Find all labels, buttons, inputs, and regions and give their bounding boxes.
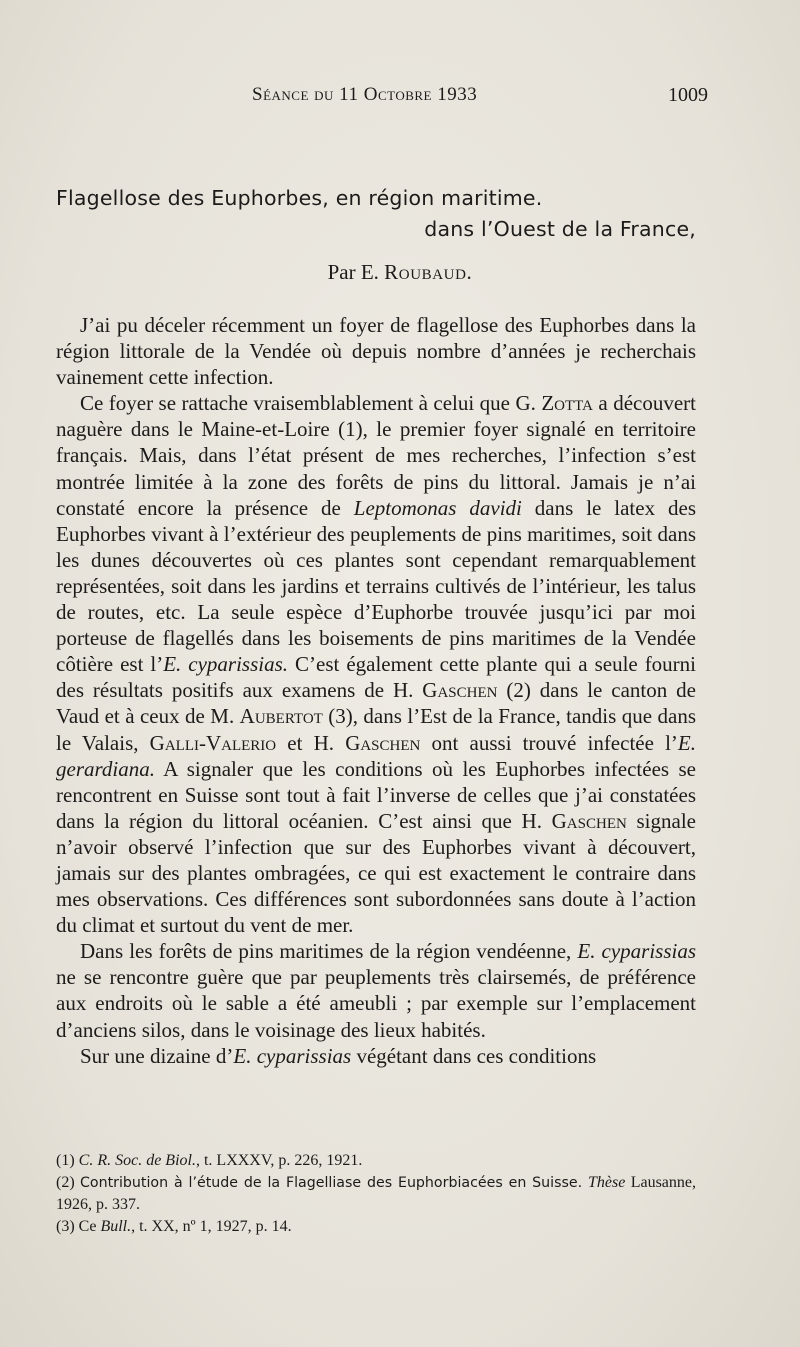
author-ref-gaschen: Gaschen <box>551 808 627 833</box>
author-name: Roubaud. <box>384 260 473 284</box>
page-number: 1009 <box>668 84 708 106</box>
footnote-number: (2) <box>56 1174 81 1191</box>
paragraph-4 <box>56 1043 696 1069</box>
text-run: a découvert naguère dans le Maine-et-Loire (1), le premier foyer signalé en territoire français. Mais, dans l’état présent de mes recherches, l’infection s’est montrée limitée à la zone des forêts de pins du littoral. Jamais je n’ai constaté encore la présence de <box>56 391 696 520</box>
paragraph-3 <box>56 938 696 1042</box>
footnote-reference: Bull. <box>100 1218 132 1235</box>
text-run: Sur une dizaine d’ <box>80 1043 234 1068</box>
species-name: E. cyparissias <box>577 939 697 964</box>
title-line-2: dans l’Ouest de la France, <box>424 217 696 241</box>
running-head: Séance du 11 Octobre 1933 <box>252 84 478 105</box>
paragraph-1: J’ai pu déceler récemment un foyer de flagellose des Euphorbes dans la région littorale de la Vendée où depuis nombre d’années je recherchais vainement cette infection. <box>56 313 696 390</box>
footnote-1 <box>56 1150 696 1172</box>
footnote-text: , t. XX, nº 1, 1927, p. 14. <box>131 1218 292 1235</box>
article-body <box>56 312 696 1069</box>
text-run: Ce foyer se rattache vraisemblablement à celui que G. <box>80 391 542 416</box>
species-name: E. cyparissias <box>233 1043 352 1068</box>
species-name: E. gerardiana. <box>56 730 696 781</box>
footnote-2 <box>56 1172 696 1216</box>
species-name: Leptomonas davidi <box>353 495 522 520</box>
author-ref-gaschen: Gaschen <box>345 730 421 755</box>
byline <box>0 260 800 285</box>
footnote-reference: Thèse <box>588 1174 626 1191</box>
footnote-number: (1) <box>56 1152 79 1169</box>
footnote-text: Lausanne, 1926, p. 337. <box>56 1174 697 1213</box>
author-ref-aubertot: Aubertot <box>239 704 323 729</box>
article-title <box>56 183 696 245</box>
text-run: ne se rencontre guère que par peuplements très clairsemés, de préférence aux endroits où le sable a été ameubli ; par exemple sur l’emplacement d’anciens silos, dans le voisinage des lieux habités. <box>56 965 696 1042</box>
footnote-text: Ce <box>78 1218 101 1235</box>
author-ref-galli-valerio: Galli-Valerio <box>149 730 277 755</box>
author-ref-gaschen: Gaschen <box>422 678 498 703</box>
footnote-3 <box>56 1216 696 1238</box>
title-line-1: Flagellose des Euphorbes, en région maritime. <box>56 186 543 210</box>
footnote-reference: C. R. Soc. de Biol. <box>78 1152 196 1169</box>
byline-prefix: Par E. <box>327 260 385 284</box>
author-ref-zotta: Zotta <box>541 391 593 416</box>
text-run: A signaler que les conditions où les Euphorbes infectées se rencontrent en Suisse sont tout à fait l’inverse de celles que j’ai constatées dans la région du littoral océanien. C’est ainsi que H. <box>56 756 696 833</box>
species-name: E. cyparissias. <box>163 652 289 677</box>
text-run: C’est également cette plante qui a seule fourni des résultats positifs aux examens de H. <box>56 652 697 703</box>
paragraph-2 <box>56 390 696 938</box>
footnote-text: Contribution à l’étude de la Flagelliase des Euphorbiacées en Suisse. <box>80 1175 583 1191</box>
text-run: Dans les forêts de pins maritimes de la région vendéenne, <box>80 939 578 964</box>
footnote-text: , t. LXXXV, p. 226, 1921. <box>195 1152 363 1169</box>
text-run: et H. <box>276 730 346 755</box>
text-run: dans le latex des Euphorbes vivant à l’extérieur des peuplements de pins maritimes, soit dans les dunes découvertes où ces plantes sont cependant remarquablement représentées, soit dans les jardins et terrains cultivés de l’intérieur, les talus de routes, etc. La seule espèce d’Euphorbe trouvée jusqu’ici par moi porteuse de flagellés dans les boisements de pins maritimes de la Vendée côtière est l’ <box>56 495 697 677</box>
footnote-number: (3) <box>56 1218 79 1235</box>
text-run: ont aussi trouvé infectée l’ <box>420 730 678 755</box>
text-run: (3), dans l’Est de la France, tandis que dans le Valais, <box>56 704 696 755</box>
footnotes <box>56 1150 696 1238</box>
text-run: signale n’avoir observé l’infection que sur des Euphorbes vivant à découvert, jamais sur des plantes ombragées, ce qui est exactement le contraire dans mes observations. Ces différences sont subordonnées sans doute à l’action du climat et surtout du vent de mer. <box>56 808 696 938</box>
text-run: (2) dans le canton de Vaud et à ceux de M. <box>56 678 696 729</box>
page-header <box>0 84 800 114</box>
text-run: végétant dans ces conditions <box>351 1043 597 1068</box>
